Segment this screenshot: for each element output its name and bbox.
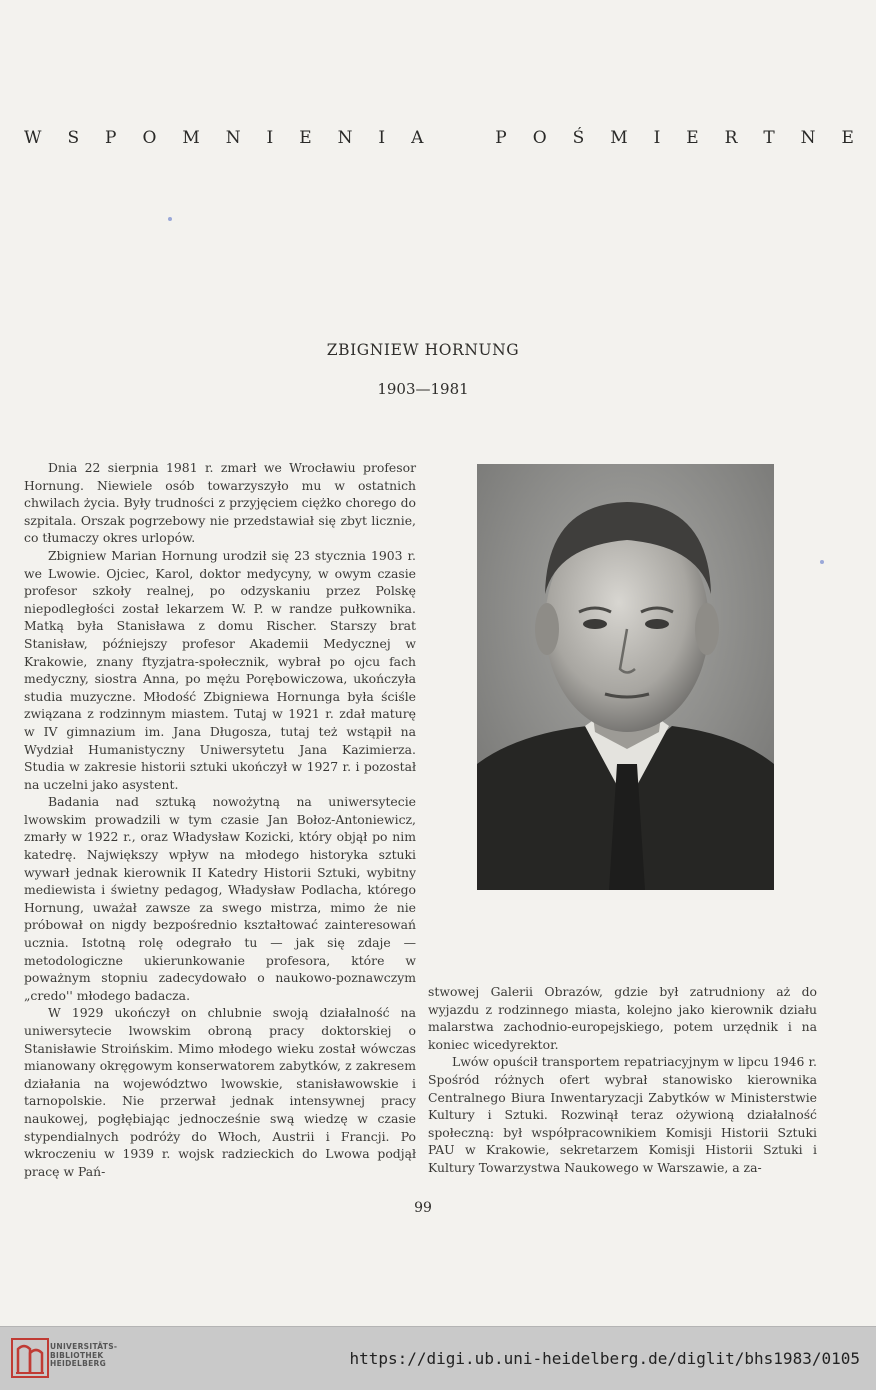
running-header: [24, 128, 854, 148]
right-column: [428, 983, 817, 1177]
page-number: 99: [414, 1200, 432, 1216]
university-library-logo-icon: [10, 1337, 50, 1379]
header-letter: N: [225, 128, 241, 148]
header-letter: T: [763, 128, 775, 148]
header-letter: W: [24, 128, 42, 148]
portrait-photo: [477, 464, 774, 890]
portrait-illustration: [477, 464, 774, 890]
header-letter: O: [532, 128, 547, 148]
paragraph: Zbigniew Marian Hornung urodził się 23 stycznia 1903 r. we Lwowie. Ojciec, Karol, doktor medycyny, w owym czasie profesor szkoły realnej, po odzyskaniu przez Polskę niepodległości został lekarzem W. P. w randze pułkownika. Matką była Stanisława z domu Rischer. Starszy brat Stanisław, późniejszy profesor Akademii Medycznej w Krakowie, znany ftyzjatra-społecznik, wybrał po ojcu fach medyczny, siostra Anna, po mężu Porębowiczowa, ukończyła studia muzyczne. Młodość Zbigniewa Hornunga była ściśle związana z rodzinnym miastem. Tutaj w 1921 r. zdał maturę w IV gimnazium im. Jana Długosza, tutaj też wstąpił na Wydział Humanistyczny Uniwersytetu Jana Kazimierza. Studia w zakresie historii sztuki ukończył w 1927 r. i pozostał na uczelni jako asystent.: [24, 547, 416, 792]
header-letter: E: [299, 128, 312, 148]
article-years: 1903—1981: [377, 380, 469, 398]
footer-bar: [0, 1326, 876, 1390]
paragraph: stwowej Galerii Obrazów, gdzie był zatrudniony aż do wyjazdu z rodzinnego miasta, kolejno jako kierownik działu malarstwa zachodnio-europejskiego, potem urzędnik i na koniec wicedyrektor.: [428, 984, 817, 1052]
header-letter: I: [378, 128, 386, 148]
header-letter: I: [266, 128, 274, 148]
header-letter: E: [686, 128, 699, 148]
header-letter: M: [610, 128, 628, 148]
scan-speck: [168, 217, 172, 221]
paragraph: W 1929 ukończył on chlubnie swoją działalność na uniwersytecie lwowskim obroną pracy doktorskiej o Stanisławie Stroińskim. Mimo młodego wieku został wówczas mianowany okręgowym konserwatorem zabytków, z zakresem działania na województwo lwowskie, stanisławowskie i tarnopolskie. Nie przerwał jednak intensywnej pracy naukowej, pogłębiając jednocześnie swą wiedzę w czasie stypendialnych podróży do Włoch, Austrii i Francji. Po wkroczeniu w 1939 r. wojsk radzieckich do Lwowa podjął pracę w Pań-: [24, 1005, 416, 1179]
header-letter: S: [67, 128, 80, 148]
left-column: [24, 459, 416, 1180]
header-letter: E: [841, 128, 854, 148]
article-title: ZBIGNIEW HORNUNG: [326, 341, 520, 359]
scan-speck: [820, 560, 824, 564]
header-letter: R: [724, 128, 738, 148]
library-name-line: BIBLIOTHEK: [50, 1350, 104, 1360]
paragraph: Dnia 22 sierpnia 1981 r. zmarł we Wrocławiu profesor Hornung. Niewiele osób towarzyszyło mu w ostatnich chwilach życia. Były trudności z przyjęciem ciężko chorego do szpitala. Orszak pogrzebowy nie przedstawiał się zbyt licznie, co tłumaczy okres urlopów.: [24, 460, 416, 546]
library-name-line: HEIDELBERG: [50, 1359, 107, 1368]
header-letter: P: [495, 128, 507, 148]
library-name: [50, 1343, 117, 1369]
header-gap: [449, 128, 469, 148]
header-letter: M: [182, 128, 200, 148]
source-url-link[interactable]: https://digi.ub.uni-heidelberg.de/diglit/bhs1983/0105: [349, 1349, 860, 1368]
header-letter: A: [411, 128, 424, 148]
header-letter: N: [800, 128, 816, 148]
paragraph: Lwów opuścił transportem repatriacyjnym w lipcu 1946 r. Spośród różnych ofert wybrał stanowisko kierownika Centralnego Biura Inwentaryzacji Zabytków w Ministerstwie Kultury i Sztuki. Rozwinął teraz ożywioną działalność społeczną: był współpracownikiem Komisji Historii Sztuki PAU w Krakowie, sekretarzem Komisji Historii Sztuki i Kultury Towarzystwa Naukowego w Warszawie, a za-: [428, 1054, 817, 1175]
header-letter: I: [653, 128, 661, 148]
header-letter: Ś: [572, 128, 585, 148]
header-letter: P: [105, 128, 117, 148]
library-name-line: UNIVERSITÄTS-: [50, 1342, 118, 1351]
paragraph: Badania nad sztuką nowożytną na uniwersytecie lwowskim prowadzili w tym czasie Jan Bołoz-Antoniewicz, zmarły w 1922 r., oraz Władysław Kozicki, który objął po nim katedrę. Największy wpływ na młodego historyka sztuki wywarł jednak kierownik II Katedry Historii Sztuki, wybitny mediewista i świetny pedagog, Władysław Podlacha, którego Hornung, uważał zawsze za swego mistrza, mimo że nie próbował on nigdy bezpośrednio kształtować zainteresowań ucznia. Istotną rolę odegrało tu — jak się zdaje — metodologiczne ukierunkowanie profesora, które w poważnym stopniu zadecydowało o naukowo-poznawczym „credo'' młodego badacza.: [24, 794, 416, 1003]
header-letter: N: [337, 128, 353, 148]
header-letter: O: [142, 128, 157, 148]
